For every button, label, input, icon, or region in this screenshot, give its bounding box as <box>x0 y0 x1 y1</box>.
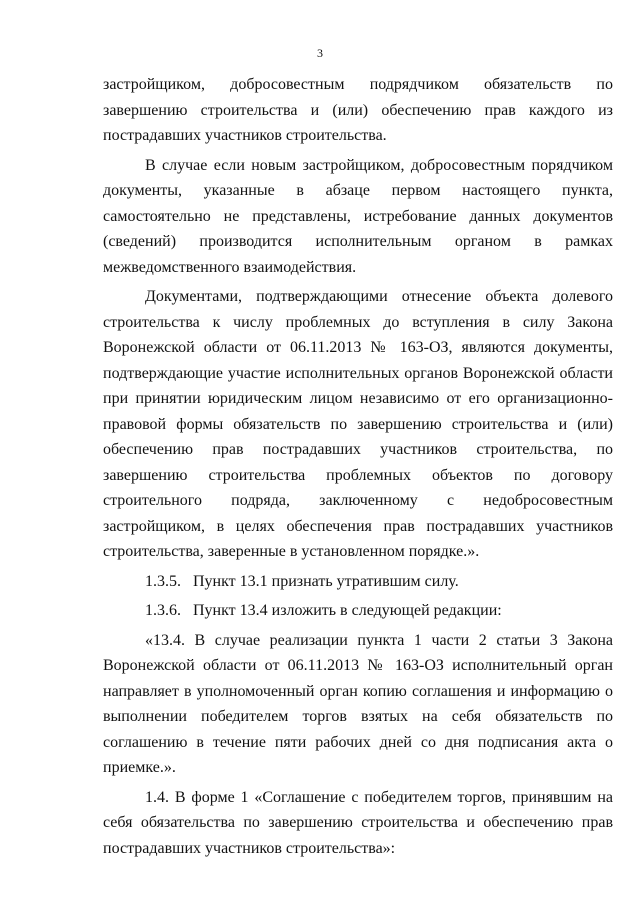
paragraph-continuation: застройщиком, добросовестным подрядчиком обязательств по завершению строительства и (или) обеспечению прав каждого из пострадавших участников строительства. <box>103 76 613 144</box>
paragraph-documents-not-submitted: В случае если новым застройщиком, добросовестным порядчиком документы, указанные в абзаце первом настоящего пункта, самостоятельно не представлены, истребование данных документов (сведений) производится исполнительным органом в рамках межведомственного взаимодействия. <box>103 156 613 276</box>
page-number: 3 <box>317 46 323 60</box>
paragraph-item-1-3-5: 1.3.5. Пункт 13.1 признать утратившим силу. <box>145 572 459 590</box>
paragraph-item-1-3-6: 1.3.6. Пункт 13.4 изложить в следующей редакции: <box>145 602 502 619</box>
document-body <box>103 72 613 861</box>
paragraph-problem-object-documents: Документами, подтверждающими отнесение объекта долевого строительства к числу проблемных до вступления в силу Закона Воронежской области от 06.11.2013 № 163-ОЗ, являются документы, подтверждающие участие исполнительных органов Воронежской области при принятии юридическим лицом независимо от его организационно-правовой формы обязательств по завершению строительства и (или) обеспечению прав пострадавших участников строительства, по завершению строительства проблемных объектов по договору строительного подряда, заключенному с недобросовестным застройщиком, в целях обеспечения прав пострадавших участников строительства, заверенные в установленном порядке.». <box>103 288 613 560</box>
paragraph-clause-13-4: «13.4. В случае реализации пункта 1 части 2 статьи 3 Закона Воронежской области от 06.11.2013 № 163-ОЗ исполнительный орган направляет в уполномоченный орган копию соглашения и информацию о выполнении победителем торгов взятых на себя обязательств по соглашению в течение пяти рабочих дней со дня подписания акта о приемке.». <box>103 631 613 776</box>
paragraph-item-1-4: 1.4. В форме 1 «Соглашение с победителем торгов, принявшим на себя обязательства по завершению строительства и обеспечению прав пострадавших участников строительства»: <box>103 788 613 857</box>
